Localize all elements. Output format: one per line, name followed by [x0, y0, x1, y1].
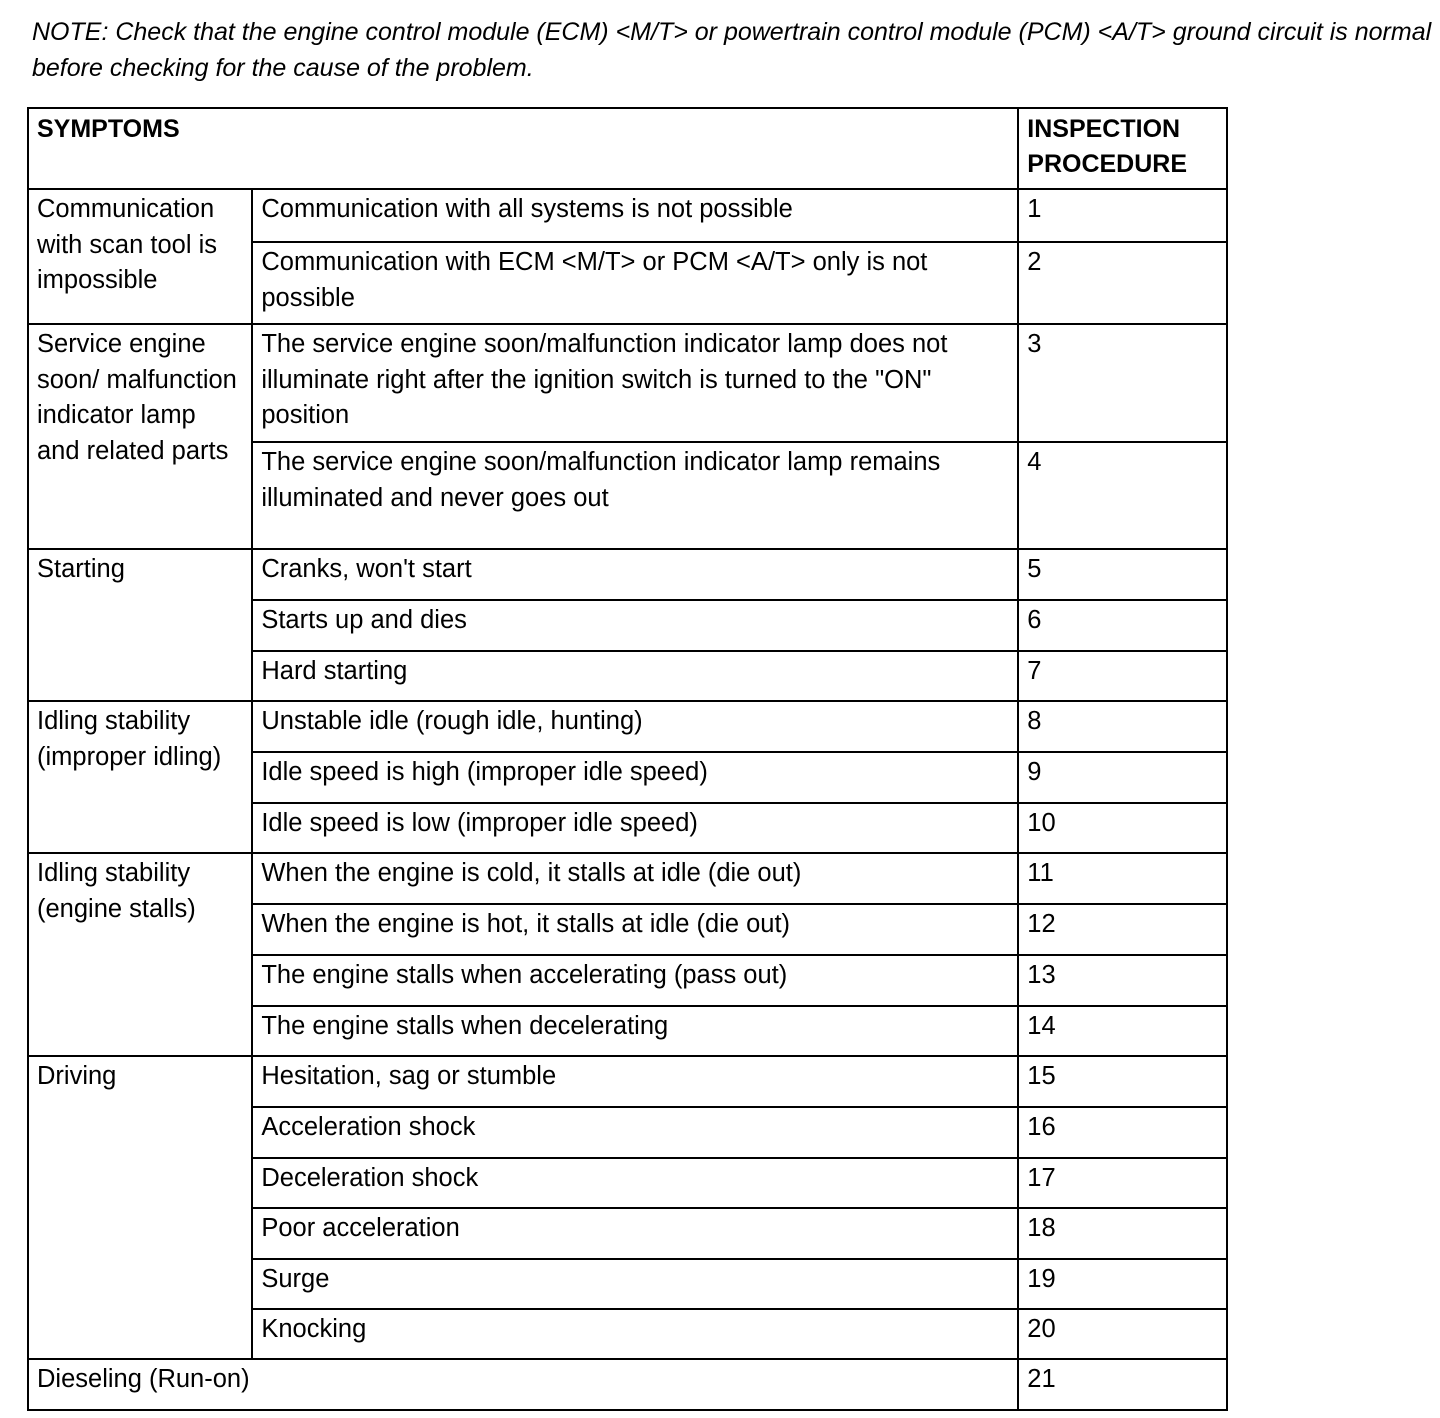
symptom-description: Idle speed is high (improper idle speed) — [252, 752, 1018, 803]
symptom-description: Starts up and dies — [252, 600, 1018, 651]
table-row — [28, 1056, 1227, 1107]
inspection-procedure-number: 1 — [1018, 189, 1227, 242]
inspection-procedure-number: 4 — [1018, 442, 1227, 549]
table-row — [28, 701, 1227, 752]
symptom-description: The service engine soon/malfunction indicator lamp does not illuminate right after the ignition switch is turned to the "ON" position — [252, 324, 1018, 442]
inspection-procedure-number: 19 — [1018, 1259, 1227, 1309]
table-row — [28, 1359, 1227, 1410]
symptom-description: Poor acceleration — [252, 1208, 1018, 1259]
symptom-category: Starting — [28, 549, 252, 701]
symptom-description: Communication with all systems is not possible — [252, 189, 1018, 242]
symptom-description: Deceleration shock — [252, 1158, 1018, 1208]
table-header-row — [28, 108, 1227, 189]
inspection-procedure-number: 3 — [1018, 324, 1227, 442]
symptom-category: Dieseling (Run-on) — [28, 1359, 1018, 1410]
inspection-procedure-number: 11 — [1018, 853, 1227, 904]
symptom-description: Knocking — [252, 1309, 1018, 1359]
symptom-description: When the engine is cold, it stalls at idle (die out) — [252, 853, 1018, 904]
symptom-description: Cranks, won't start — [252, 549, 1018, 600]
symptom-description: The engine stalls when accelerating (pass out) — [252, 955, 1018, 1006]
inspection-procedure-number: 2 — [1018, 242, 1227, 324]
note-text: NOTE: Check that the engine control module (ECM) <M/T> or powertrain control module (PCM) <A/T> ground circuit is normal before checking for the cause of the problem. — [32, 18, 1432, 82]
symptom-category: Idling stability (improper idling) — [28, 701, 252, 853]
inspection-procedure-number: 16 — [1018, 1107, 1227, 1158]
symptom-category: Communication with scan tool is impossible — [28, 189, 252, 324]
symptom-table — [27, 107, 1228, 1411]
symptom-description: The engine stalls when decelerating — [252, 1006, 1018, 1056]
inspection-procedure-number: 5 — [1018, 549, 1227, 600]
inspection-procedure-number: 7 — [1018, 651, 1227, 701]
inspection-procedure-number: 10 — [1018, 803, 1227, 853]
symptom-description: Acceleration shock — [252, 1107, 1018, 1158]
symptom-description: Surge — [252, 1259, 1018, 1309]
symptom-description: Communication with ECM <M/T> or PCM <A/T> only is not possible — [252, 242, 1018, 324]
symptom-description: Hard starting — [252, 651, 1018, 701]
table-row — [28, 189, 1227, 242]
inspection-procedure-number: 8 — [1018, 701, 1227, 752]
symptom-category: Service engine soon/ malfunction indicator lamp and related parts — [28, 324, 252, 549]
symptom-description: The service engine soon/malfunction indicator lamp remains illuminated and never goes out — [252, 442, 1018, 549]
symptom-description: Hesitation, sag or stumble — [252, 1056, 1018, 1107]
inspection-procedure-number: 14 — [1018, 1006, 1227, 1056]
inspection-procedure-number: 18 — [1018, 1208, 1227, 1259]
table-row — [28, 324, 1227, 442]
symptom-description: When the engine is hot, it stalls at idle (die out) — [252, 904, 1018, 955]
table-row — [28, 549, 1227, 600]
inspection-procedure-number: 21 — [1018, 1359, 1227, 1410]
header-symptoms: SYMPTOMS — [28, 108, 1018, 189]
header-inspection-procedure: INSPECTION PROCEDURE — [1018, 108, 1227, 189]
inspection-procedure-number: 9 — [1018, 752, 1227, 803]
inspection-procedure-number: 13 — [1018, 955, 1227, 1006]
inspection-procedure-number: 20 — [1018, 1309, 1227, 1359]
symptom-description: Unstable idle (rough idle, hunting) — [252, 701, 1018, 752]
symptom-category: Idling stability (engine stalls) — [28, 853, 252, 1056]
inspection-procedure-number: 15 — [1018, 1056, 1227, 1107]
inspection-procedure-number: 12 — [1018, 904, 1227, 955]
inspection-procedure-number: 6 — [1018, 600, 1227, 651]
symptom-category: Driving — [28, 1056, 252, 1359]
symptom-description: Idle speed is low (improper idle speed) — [252, 803, 1018, 853]
inspection-procedure-number: 17 — [1018, 1158, 1227, 1208]
table-row — [28, 853, 1227, 904]
